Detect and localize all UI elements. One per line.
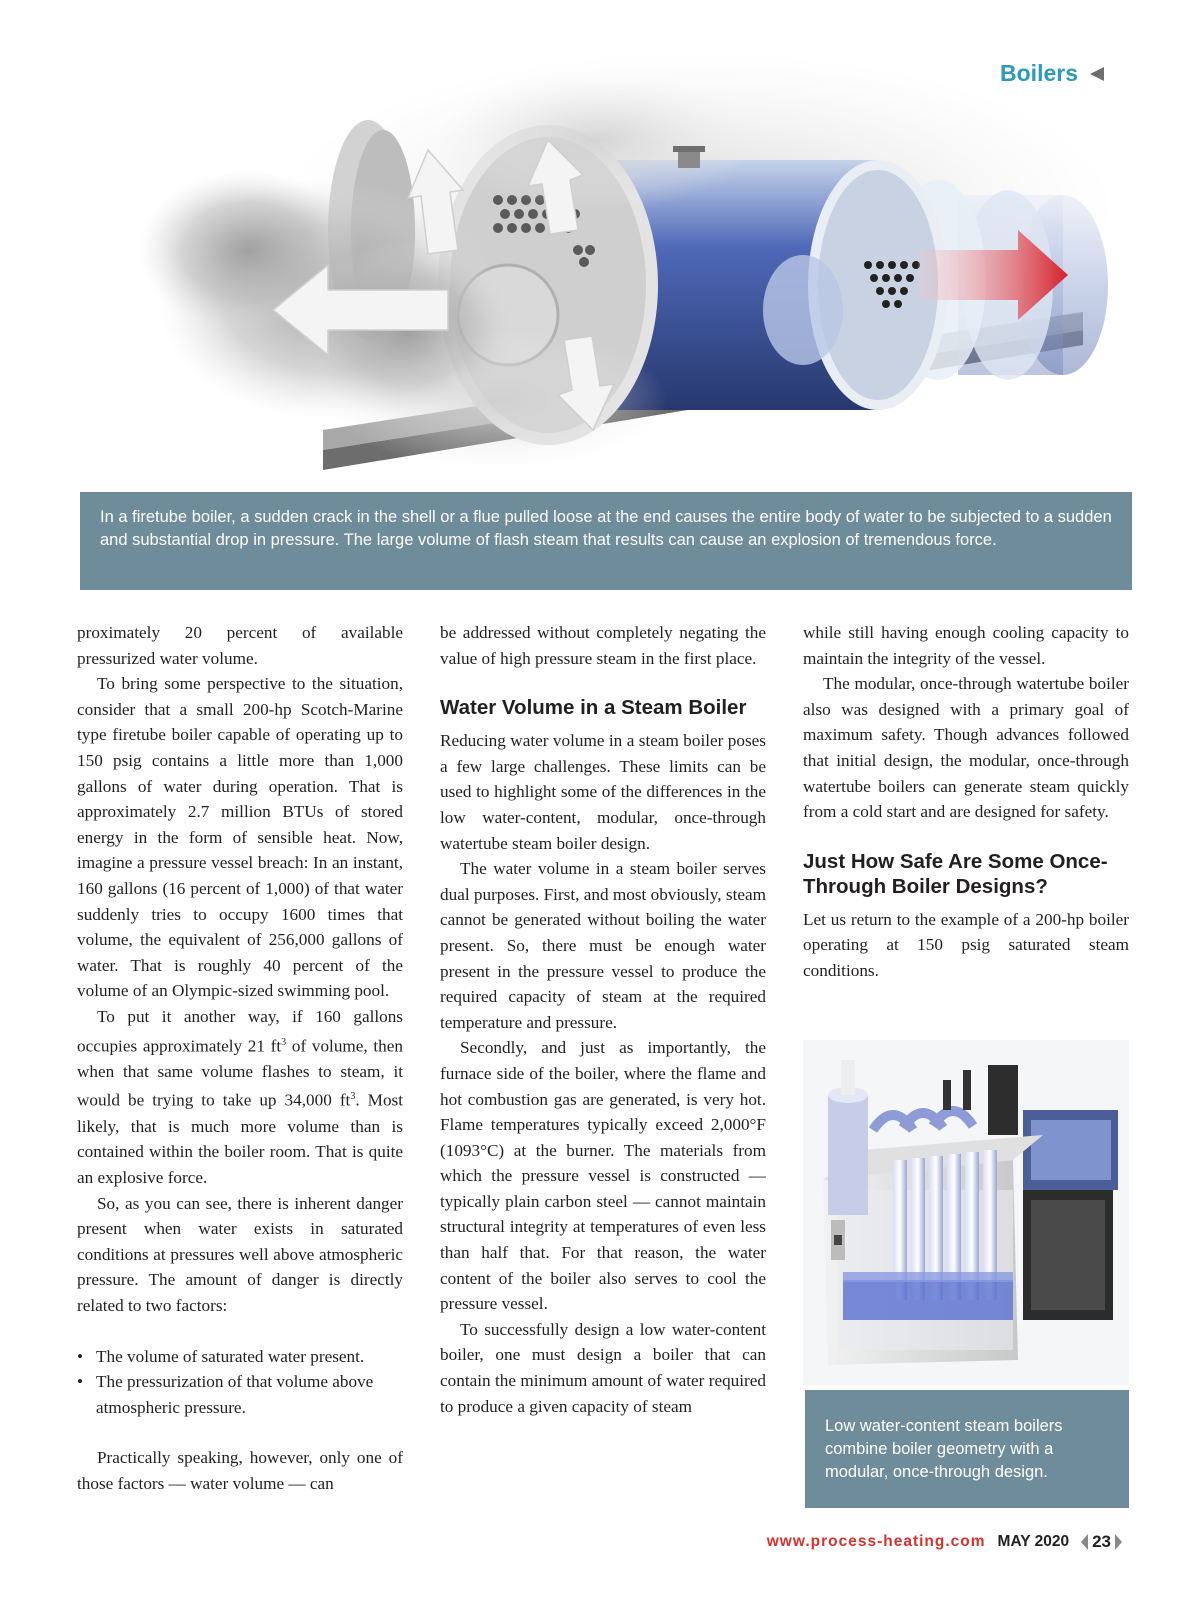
figure-caption: In a firetube boiler, a sudden crack in the shell or a flue pulled loose at the end causes the entire body of water to be subjected to a sudden and substantial drop in pressure. The large volume of flash steam that results can cause an explosion of tremendous force. (80, 492, 1132, 590)
paragraph: To put it another way, if 160 gallons occupies approximately 21 $ft^3$ of volume, then when that same volume flashes to steam, it would be trying to take up 34,000 $ft^3$. Most likely, that is much more volume than is contained within the boiler room. That is quite an explosive force. (77, 1006, 404, 1187)
paragraph: while still having enough cooling capacity to maintain the integrity of the vessel. (803, 623, 1129, 668)
issue-date: MAY 2020 (997, 1533, 1070, 1550)
text-column-3 (803, 620, 1129, 984)
paragraph: To bring some perspective to the situation, consider that a small 200-hp Scotch-Marine type firetube boiler capable of operating up to 150 psig contains a little more than 1,000 gallons of water during operation. That is approximately 2.7 million BTUs of stored energy in the form of sensible heat. Now, imagine a pressure vessel breach: In an instant, 160 gallons (16 percent of 1,000) of that water suddenly tries to occupy 1600 times that volume, the equivalent of 256,000 gallons of water. That is roughly 40 percent of the volume of an Olympic-sized swimming pool. (77, 674, 403, 1001)
section-heading: Water Volume in a Steam Boiler (440, 696, 747, 720)
right-triangle-icon (1115, 1534, 1122, 1550)
paragraph: The water volume in a steam boiler serves dual purposes. First, and most obviously, steam cannot be generated without boiling the water present. So, there must be enough water present in the pressure vessel to produce the required capacity of steam at the required temperature and pressure. (440, 859, 766, 1032)
paragraph: proximately 20 percent of available pressurized water volume. (77, 623, 403, 668)
section-heading: Just How Safe Are Some Once-Through Boiler Designs? (803, 849, 1108, 898)
list-item: • The pressurization of that volume above atmospheric pressure. (77, 1369, 403, 1420)
list-item: • The volume of saturated water present. (77, 1344, 403, 1370)
paragraph: The modular, once-through watertube boiler also was designed with a primary goal of maximum safety. Though advances followed that initial design, the modular, once-through watertube boilers can generate steam quickly from a cold start and are designed for safety. (803, 674, 1129, 822)
website-url: www.process-heating.com (766, 1533, 986, 1550)
bullet-list (77, 1344, 403, 1421)
paragraph: So, as you can see, there is inherent danger present when water exists in saturated conditions at pressures well above atmospheric pressure. The amount of danger is directly related to two factors: (77, 1193, 403, 1315)
section-title: Boilers (1000, 60, 1078, 86)
page-footer (767, 1532, 1122, 1552)
paragraph: Reducing water volume in a steam boiler poses a few large challenges. These limits can be used to highlight some of the differences in the low water-content, modular, once-through watertube steam boiler design. (440, 731, 766, 853)
page-number: 23 (1081, 1532, 1122, 1552)
paragraph: be addressed without completely negating the value of high pressure steam in the first place. (440, 623, 766, 668)
paragraph: Practically speaking, however, only one of those factors — water volume — can (77, 1448, 403, 1493)
text-column-2 (440, 620, 766, 1419)
paragraph: Let us return to the example of a 200-hp boiler operating at 150 psig saturated steam conditions. (803, 909, 1129, 980)
paragraph: Secondly, and just as importantly, the furnace side of the boiler, where the flame and hot combustion gas are generated, is very hot. Flame temperatures typically exceed 2,000°F (1093°C) at the burner. The materials from which the pressure vessel is constructed — typically plain carbon steel — cannot maintain structural integrity at temperatures of even less than half that. For that reason, the water content of the boiler also serves to cool the pressure vessel. (440, 1038, 766, 1314)
text-column-1 (77, 620, 403, 1496)
firetube-boiler-illustration (78, 0, 1130, 500)
paragraph: To successfully design a low water-content boiler, one must design a boiler that can contain the minimum amount of water required to produce a given capacity of steam (440, 1319, 766, 1416)
left-triangle-icon (1081, 1534, 1088, 1550)
once-through-boiler-illustration (803, 1040, 1129, 1385)
figure-caption: Low water-content steam boilers combine boiler geometry with a modular, once-through design. (805, 1390, 1129, 1508)
